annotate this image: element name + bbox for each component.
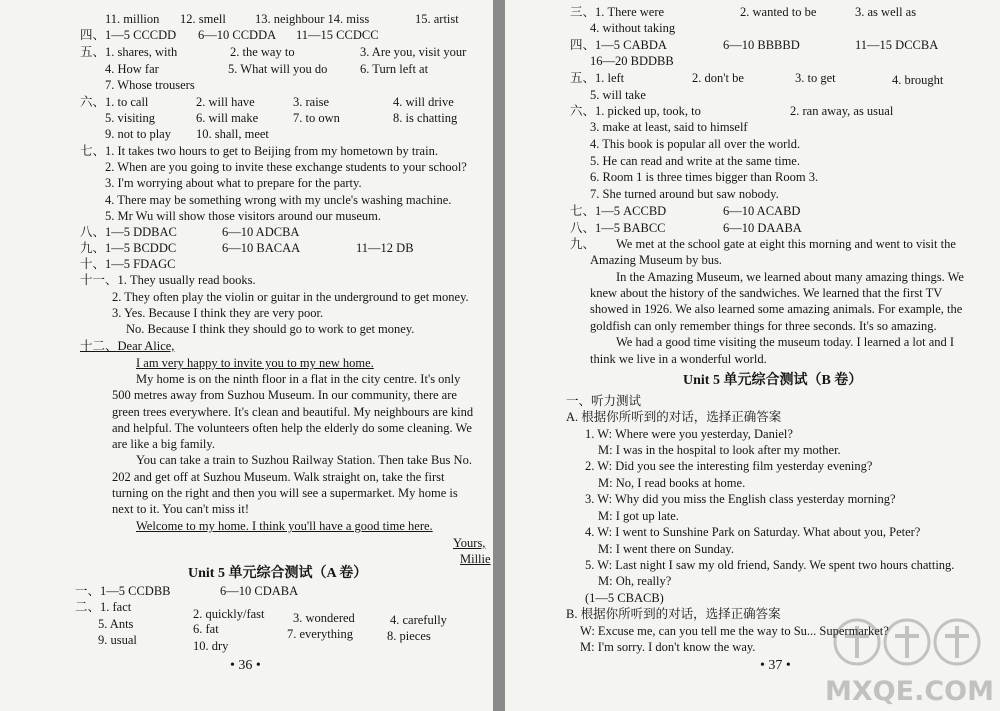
- text-line: and helpful. The volunteers often help the elderly do some cleaning. We: [112, 421, 472, 435]
- text-line: 4. without taking: [590, 21, 676, 35]
- text-line: 4. This book is popular all over the world.: [590, 137, 801, 151]
- text-line: M: Oh, really?: [598, 574, 672, 588]
- text-line: 11—15 CCDCC: [296, 28, 379, 42]
- text-line: 12. smell: [180, 12, 226, 26]
- text-line: No. Because I think they should go to work to get money.: [126, 322, 415, 336]
- text-line: 6. fat: [193, 622, 219, 636]
- text-line: 2. don't be: [692, 71, 744, 85]
- text-line: Amazing Museum by bus.: [590, 253, 722, 267]
- text-line: 6—10 ADCBA: [222, 225, 300, 239]
- text-line: 2. quickly/fast: [193, 607, 265, 621]
- text-line: M: I got up late.: [598, 509, 679, 523]
- page-number-left: • 36 •: [230, 658, 261, 673]
- text-line: turning on the right and then you will see a supermarket. My home is: [112, 486, 458, 500]
- text-line: 四、1—5 CABDA: [570, 38, 667, 52]
- text-line: My home is on the ninth floor in a flat in the city centre. It's only: [136, 372, 461, 386]
- text-line: 7. everything: [287, 627, 353, 641]
- text-line: 一、听力测试: [566, 394, 642, 408]
- text-line: 1. W: Where were you yesterday, Daniel?: [585, 427, 793, 441]
- text-line: Millie: [460, 552, 491, 566]
- text-line: 2. They often play the violin or guitar in the underground to get money.: [112, 290, 469, 304]
- text-line: M: I was in the hospital to look after my mother.: [598, 443, 841, 457]
- text-line: 十二、Dear Alice,: [80, 339, 175, 353]
- text-line: 4. will drive: [393, 95, 454, 109]
- text-line: 4. brought: [892, 73, 944, 87]
- text-line: 500 metres away from Suzhou Museum. In our community, there are: [112, 388, 457, 402]
- text-line: 七、1. It takes two hours to get to Beijing from my hometown by train.: [80, 144, 438, 158]
- text-line: 九、: [570, 237, 596, 251]
- text-line: 三、1. There were: [570, 5, 665, 19]
- text-line: 六、1. picked up, took, to: [570, 104, 701, 118]
- text-line: 6—10 ACABD: [723, 204, 801, 218]
- text-line: 3. Are you, visit your: [360, 45, 467, 59]
- text-line: 3. I'm worrying about what to prepare for the party.: [105, 176, 362, 190]
- text-line: 6. Turn left at: [360, 62, 429, 76]
- text-line: 五、1. shares, with: [80, 45, 178, 59]
- text-line: 10. shall, meet: [196, 127, 269, 141]
- text-line: 一、1—5 CCDBB: [75, 584, 171, 598]
- text-line: 五、1. left: [570, 71, 625, 85]
- text-line: I am very happy to invite you to my new home.: [136, 356, 374, 370]
- text-line: knew about the history of the sandwiches. We learned that the first TV: [590, 286, 943, 300]
- page-number-right: • 37 •: [760, 658, 791, 673]
- text-line: 十、1—5 FDAGC: [80, 257, 176, 271]
- text-line: 3. wondered: [293, 611, 355, 625]
- text-line: 3. make at least, said to himself: [590, 120, 748, 134]
- text-line: 八、1—5 BABCC: [570, 221, 666, 235]
- text-line: 四、1—5 CCCDD: [80, 28, 177, 42]
- page-right: [505, 0, 1000, 711]
- text-line: 6—10 CCDDA: [198, 28, 277, 42]
- text-line: 3. Yes. Because I think they are very poor.: [112, 306, 324, 320]
- text-line: goldfish can only remember things for three seconds. It's so amazing.: [590, 319, 937, 333]
- text-line: 5. Mr Wu will show those visitors around our museum.: [105, 209, 381, 223]
- text-line: 5. will take: [590, 88, 646, 102]
- text-line: 6—10 CDABA: [220, 584, 299, 598]
- text-line: 6—10 BACAA: [222, 241, 301, 255]
- text-line: 13. neighbour 14. miss: [255, 12, 370, 26]
- text-line: 6. will make: [196, 111, 259, 125]
- text-line: 2. will have: [196, 95, 255, 109]
- text-line: 2. ran away, as usual: [790, 104, 894, 118]
- text-line: 6. Room 1 is three times bigger than Room 3.: [590, 170, 819, 184]
- text-line: 16—20 BDDBB: [590, 54, 674, 68]
- text-line: 8. pieces: [387, 629, 431, 643]
- text-line: 5. What will you do: [228, 62, 328, 76]
- text-line: 11—15 DCCBA: [855, 38, 939, 52]
- text-line: 9. usual: [98, 633, 137, 647]
- text-line: A. 根据你所听到的对话，选择正确答案: [566, 410, 782, 424]
- text-line: 5. Ants: [98, 617, 134, 631]
- text-line: 2. When are you going to invite these exchange students to your school?: [105, 160, 467, 174]
- text-line: 11—12 DB: [356, 241, 414, 255]
- text-line: You can take a train to Suzhou Railway Station. Then take Bus No.: [136, 453, 472, 467]
- text-line: 七、1—5 ACCBD: [570, 204, 667, 218]
- text-line: Yours,: [453, 536, 486, 550]
- text-line: 3. raise: [293, 95, 330, 109]
- text-line: M: No, I read books at home.: [598, 476, 746, 490]
- text-line: 5. He can read and write at the same time.: [590, 154, 800, 168]
- text-line: B. 根据你所听到的对话，选择正确答案: [566, 607, 781, 621]
- text-line: 2. wanted to be: [740, 5, 817, 19]
- text-line: 15. artist: [415, 12, 459, 26]
- book-gutter: [493, 0, 505, 711]
- text-line: 7. She turned around but saw nobody.: [590, 187, 779, 201]
- text-line: 202 and get off at Suzhou Museum. Walk straight on, take the first: [112, 470, 445, 484]
- text-line: (1—5 CBACB): [585, 591, 664, 605]
- text-line: We had a good time visiting the museum today. I learned a lot and I: [616, 335, 955, 349]
- text-line: 九、1—5 BCDDC: [80, 241, 177, 255]
- section-heading: Unit 5 单元综合测试（B 卷）: [683, 373, 863, 388]
- text-line: In the Amazing Museum, we learned about many amazing things. We: [616, 270, 964, 284]
- text-line: 6—10 BBBBD: [723, 38, 800, 52]
- text-line: We met at the school gate at eight this morning and went to visit the: [616, 237, 956, 251]
- text-line: M: I went there on Sunday.: [598, 542, 734, 556]
- text-line: 十一、1. They usually read books.: [80, 273, 256, 287]
- text-line: 六、1. to call: [80, 95, 149, 109]
- text-line: 3. to get: [795, 71, 836, 85]
- section-heading: Unit 5 单元综合测试（A 卷）: [188, 566, 368, 581]
- text-line: 7. Whose trousers: [105, 78, 195, 92]
- text-line: W: Excuse me, can you tell me the way to Su... Supermarket?: [580, 624, 889, 638]
- text-line: 3. W: Why did you miss the English class yesterday morning?: [585, 492, 896, 506]
- text-line: showed in 1926. We also learned some amazing animals. For example, the: [590, 302, 963, 316]
- text-line: are like a big family.: [112, 437, 215, 451]
- text-line: 4. carefully: [390, 613, 447, 627]
- text-line: Welcome to my home. I think you'll have a good time here.: [136, 519, 433, 533]
- text-line: 八、1—5 DDBAC: [80, 225, 177, 239]
- watermark-text: MXQE.COM: [825, 676, 994, 707]
- text-line: think we live in a wonderful world.: [590, 352, 767, 366]
- text-line: 10. dry: [193, 639, 229, 653]
- text-line: 二、1. fact: [75, 600, 132, 614]
- text-line: 4. How far: [105, 62, 159, 76]
- text-line: 4. There may be something wrong with my uncle's washing machine.: [105, 193, 452, 207]
- text-line: 5. W: Last night I saw my old friend, Sandy. We spent two hours chatting.: [585, 558, 955, 572]
- text-line: 2. W: Did you see the interesting film yesterday evening?: [585, 459, 873, 473]
- text-line: M: I'm sorry. I don't know the way.: [580, 640, 756, 654]
- text-line: next to it. You can't miss it!: [112, 502, 249, 516]
- page-left: [0, 0, 493, 711]
- text-line: 11. million: [105, 12, 160, 26]
- text-line: 4. W: I went to Sunshine Park on Saturday. What about you, Peter?: [585, 525, 921, 539]
- text-line: 9. not to play: [105, 127, 171, 141]
- text-line: 2. the way to: [230, 45, 295, 59]
- text-line: 6—10 DAABA: [723, 221, 802, 235]
- text-line: 8. is chatting: [393, 111, 458, 125]
- text-line: green trees everywhere. It's clean and beautiful. My neighbours are kind: [112, 405, 474, 419]
- text-line: 7. to own: [293, 111, 340, 125]
- text-line: 5. visiting: [105, 111, 156, 125]
- text-line: 3. as well as: [855, 5, 917, 19]
